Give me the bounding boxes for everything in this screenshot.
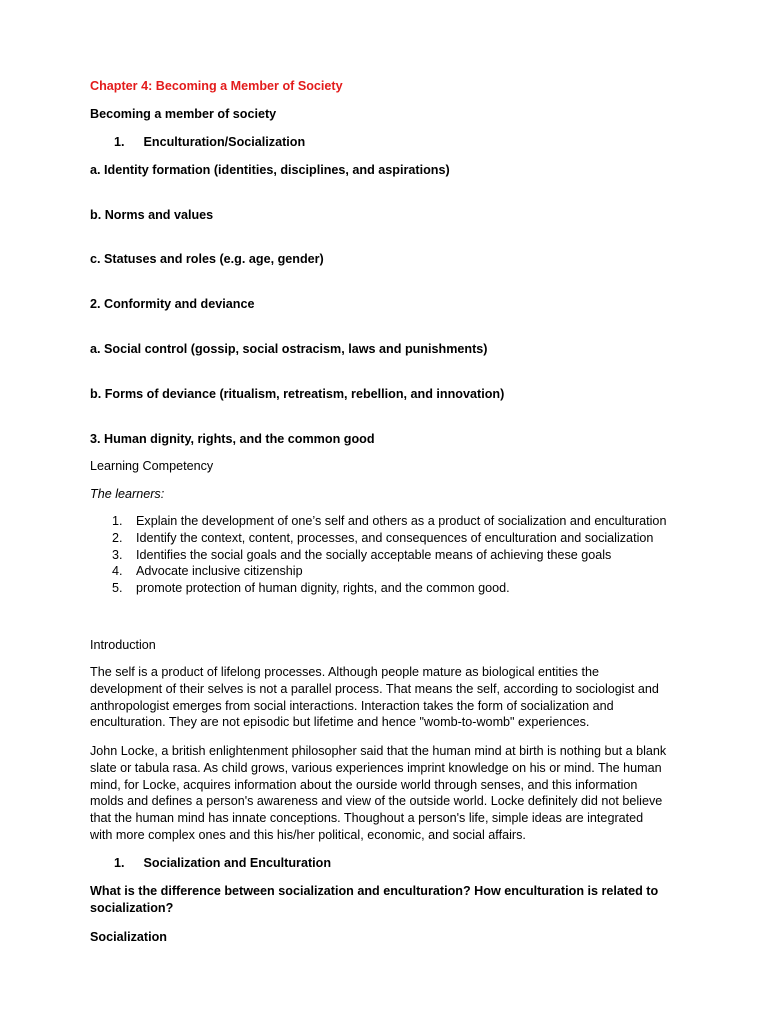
paragraph-line: The self is a product of lifelong processes. Although people mature as biological entities the xyxy=(90,665,599,679)
chapter-title: Chapter 4: Becoming a Member of Society xyxy=(90,79,343,93)
paragraph-line: molds and defines a person's awareness and view of the outside world. Locke definitely did not believe xyxy=(90,794,663,809)
list-item-text: Advocate inclusive citizenship xyxy=(136,564,303,579)
paragraph-line: slate or tabula rasa. As child grows, various experiences imprint knowledge on his or mind. The human xyxy=(90,760,662,775)
question-paragraph xyxy=(90,883,680,917)
outline-item-1c: c. Statuses and roles (e.g. age, gender) xyxy=(90,252,324,266)
section-1-heading xyxy=(114,855,331,871)
list-item-number: 5. xyxy=(112,581,123,596)
list-item xyxy=(112,580,666,597)
paragraph-line: with more complex ones and this his/her political, economic, and social affairs. xyxy=(90,827,526,842)
learning-competency-heading: Learning Competency xyxy=(90,459,214,473)
list-item-number: 4. xyxy=(112,564,123,579)
section-1-label: Socialization and Enculturation xyxy=(143,856,332,870)
outline-item-1-label: Enculturation/Socialization xyxy=(143,135,306,149)
socialization-heading: Socialization xyxy=(90,930,167,944)
intro-paragraph-2 xyxy=(90,743,680,844)
paragraph-line: mind, for Locke, acquires information about the ourside world through senses, and this information xyxy=(90,777,638,792)
paragraph-line: socialization? xyxy=(90,900,174,915)
list-item xyxy=(112,547,666,564)
outline-item-1-number: 1. xyxy=(114,135,125,149)
paragraph-line: anthropologist emerges from social interactions. Interaction takes the form of socialization and xyxy=(90,698,614,713)
outline-item-1b: b. Norms and values xyxy=(90,208,214,222)
outline-item-2: 2. Conformity and deviance xyxy=(90,297,255,311)
list-item xyxy=(112,563,666,580)
list-item-text: Identifies the social goals and the socially acceptable means of achieving these goals xyxy=(136,547,612,562)
paragraph-line: enculturation. They are not episodic but lifetime and hence "womb-to-womb" experiences. xyxy=(90,715,590,730)
list-item-number: 2. xyxy=(112,530,123,545)
outline-item-2a: a. Social control (gossip, social ostracism, laws and punishments) xyxy=(90,342,488,356)
list-item-text: Explain the development of one’s self and others as a product of socialization and enculturation xyxy=(136,514,667,528)
learners-label: The learners: xyxy=(90,487,165,501)
list-item xyxy=(112,530,666,547)
paragraph-line: What is the difference between socialization and enculturation? How enculturation is related to xyxy=(90,884,659,898)
list-item-number: 3. xyxy=(112,547,123,562)
outline-item-2b: b. Forms of deviance (ritualism, retreatism, rebellion, and innovation) xyxy=(90,387,505,401)
introduction-heading: Introduction xyxy=(90,638,156,652)
outline-item-3: 3. Human dignity, rights, and the common good xyxy=(90,432,375,446)
paragraph-line: John Locke, a british enlightenment philosopher said that the human mind at birth is nothing but a blank xyxy=(90,744,667,758)
section-subtitle: Becoming a member of society xyxy=(90,107,277,121)
list-item-text: promote protection of human dignity, rights, and the common good. xyxy=(136,581,510,596)
list-item-text: Identify the context, content, processes, and consequences of enculturation and socialization xyxy=(136,530,654,545)
intro-paragraph-1 xyxy=(90,664,680,731)
outline-item-1a: a. Identity formation (identities, disciplines, and aspirations) xyxy=(90,163,450,177)
paragraph-line: development of their selves is not a parallel process. That means the self, according to sociologist and xyxy=(90,681,659,696)
paragraph-line: that the human mind has innate conceptions. Thoughout a person's life, simple ideas are integrated xyxy=(90,811,644,826)
competency-list xyxy=(112,513,666,597)
outline-item-1 xyxy=(114,134,305,150)
section-1-number: 1. xyxy=(114,856,125,870)
list-item xyxy=(112,513,666,530)
list-item-number: 1. xyxy=(112,514,123,528)
